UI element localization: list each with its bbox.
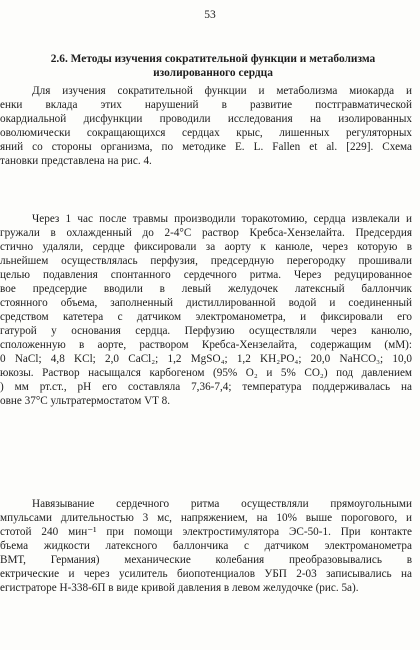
section-heading <box>48 52 378 80</box>
text-line: ) мм рт.ст., pH его составляла 7,36-7,4; температура поддерживалась на <box>0 381 412 393</box>
text-line: ВМТ, Германия) механические колебания преобразовывались в <box>0 554 412 566</box>
text-line: гатурой у основания сердца. Перфузию осуществляли через канюлю, <box>0 325 412 337</box>
text-line: средством катетера с датчиком электроманометра, и фиксировали его <box>0 311 412 323</box>
text-line: гружали в охлажденный до 2-4°С раствор Кребса-Хензелайта. Предсердия <box>0 227 412 239</box>
text-line: Навязывание сердечного ритма осуществляли прямоугольными <box>32 498 412 510</box>
text-line: оволюмически сокращающихся сердцах крыс, лишенных регуляторных <box>0 127 412 139</box>
text-line: сположенную в аорте, раствором Кребса-Хензелайта, содержащим (мМ): <box>0 339 412 351</box>
paragraph-1 <box>0 84 420 168</box>
text-line: яний со стороны организма, по методике E. L. Fallen et al. [229]. Схема <box>0 141 412 153</box>
text-line: тановки представлена на рис. 4. <box>0 155 152 167</box>
text-line: Для изучения сократительной функции и метаболизма миокарда и <box>32 85 412 97</box>
text-line: льнейшем осуществлялась перфузия, предсердную перегородку прошивали <box>0 255 412 267</box>
text-line: юкозы. Раствор насыщался карбогеном (95% O₂ и 5% CO₂) под давлением <box>0 367 412 379</box>
text-line: стично удаляли, сердце фиксировали за аорту к канюле, через которую в <box>0 241 412 253</box>
text-line: мпульсами длительностью 3 мс, напряжением, на 10% выше порогового, и <box>0 512 412 524</box>
page-number: 53 <box>204 9 216 21</box>
text-line: целью подавления спонтанного сердечного ритма. Через редуцированное <box>0 269 412 281</box>
paragraph-3 <box>0 497 420 595</box>
text-line: енки вклада этих нарушений в развитие постгравматической <box>0 99 412 111</box>
text-line: овне 37°С ультратермостатом VT 8. <box>0 395 170 407</box>
text-line: окардиальной дисфункции проводили исследования на изолированных <box>0 113 412 125</box>
text-line: 0 NaCl; 4,8 KCl; 2,0 CaCl₂; 1,2 MgSO₄; 1,2 KH₂PO₄; 20,0 NaHCO₃; 10,0 <box>0 353 412 365</box>
section-heading-line: 2.6. Методы изучения сократительной функции и метаболизма <box>50 53 376 65</box>
text-line: стоянного объема, заполненный дистиллированной водой и соединенный <box>0 297 412 309</box>
text-line: стотой 240 мин⁻¹ при помощи электростимулятора ЭС-50-1. При контакте <box>0 526 412 538</box>
paragraph-2 <box>0 212 420 408</box>
text-line: ектрические и через усилитель биопотенциалов УБП 2-03 записывались на <box>0 568 412 580</box>
text-line: Через 1 час после травмы производили торакотомию, сердца извлекали и <box>32 213 412 225</box>
text-line: бъема жидкости латексного баллончика с датчиком электроманометра <box>0 540 412 552</box>
text-line: егистраторе Н-338-6П в виде кривой давления в левом желудочке (рис. 5а). <box>0 582 359 594</box>
text-line: вое предсердие вводили в левый желудочек латексный баллончик <box>0 283 412 295</box>
section-heading-line: изолированного сердца <box>153 67 273 79</box>
